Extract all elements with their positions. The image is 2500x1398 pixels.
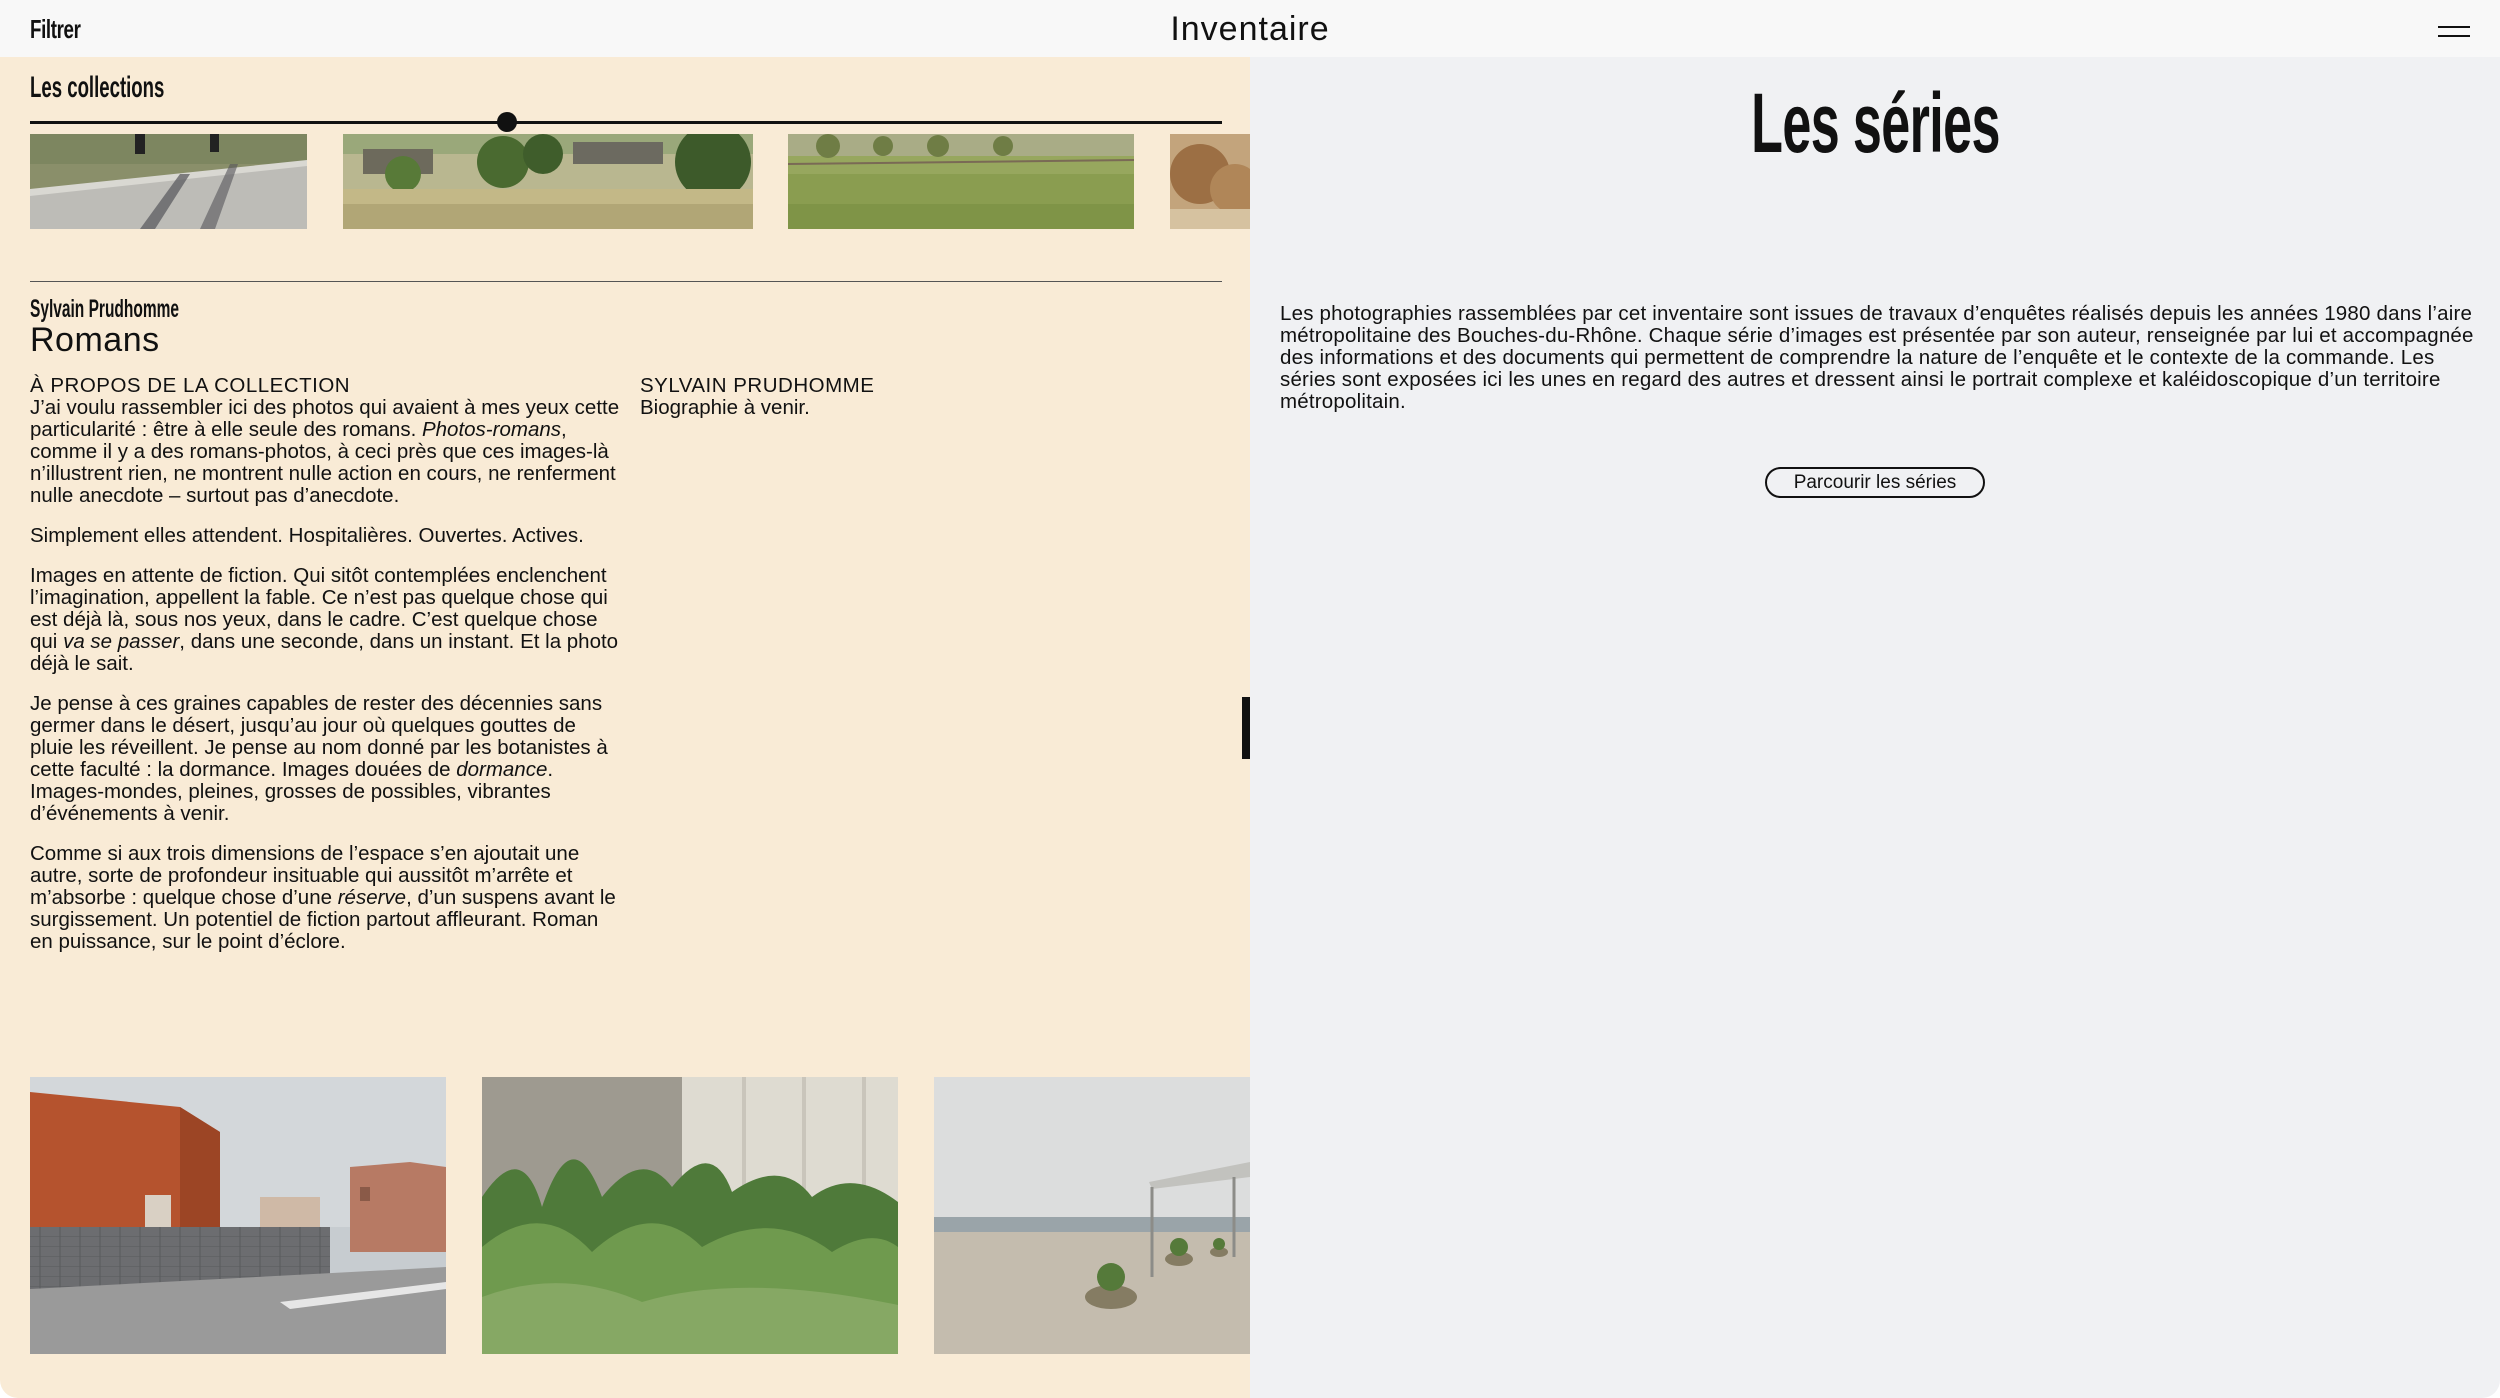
collection-photo[interactable]: [482, 1077, 898, 1354]
separator-line: [30, 281, 1222, 282]
hamburger-menu-icon[interactable]: [2438, 24, 2470, 38]
about-paragraph: Comme si aux trois dimensions de l’espace s’en ajoutait une autre, sorte de profondeur insituable qui aussitôt m’arrête et m’absorbe : quelque chose d’une réserve, d’un suspens avant le surgissement. Un potentiel de fiction partout affleurant. Roman en puissance, sur le point d’éclore.: [30, 842, 616, 953]
series-title-text: Les séries: [1750, 76, 2000, 170]
site-title[interactable]: Inventaire: [1170, 10, 1330, 48]
author-bio: [640, 375, 1200, 419]
series-panel: [1250, 57, 2500, 1398]
italic-term: va se passer: [63, 630, 180, 653]
italic-term: réserve: [337, 886, 407, 909]
collection-thumbnail[interactable]: [30, 134, 307, 229]
photo-red-house: [30, 1077, 446, 1354]
filter-button[interactable]: Filtrer: [30, 14, 81, 44]
bio-heading: SYLVAIN PRUDHOMME: [640, 374, 875, 397]
about-paragraph: Simplement elles attendent. Hospitalières. Ouvertes. Actives.: [30, 524, 584, 547]
italic-term: Photos-romans: [421, 418, 561, 441]
collection-title: Romans: [30, 321, 160, 359]
collection-photo[interactable]: [934, 1077, 1250, 1354]
thumbnail-image-shrubs: [1170, 134, 1250, 229]
bio-text: Biographie à venir.: [640, 396, 810, 419]
about-paragraph: J’ai voulu rassembler ici des photos qui avaient à mes yeux cette particularité : être à elle seule des romans. Photos-romans, comme il y a des romans-photos, à ceci près que ces images-là n’illustrent rien, ne montrent nulle action en cours, ne renferment nulle anecdote – surtout pas d’anecdote.: [30, 396, 620, 507]
collections-slider[interactable]: [30, 121, 1222, 124]
slider-handle[interactable]: [497, 112, 517, 132]
thumbnail-image-houses: [343, 134, 753, 229]
top-bar: [0, 0, 2500, 57]
thumbnail-image-road: [30, 134, 307, 229]
collection-thumbnail[interactable]: [788, 134, 1134, 229]
about-heading: À PROPOS DE LA COLLECTION: [30, 374, 351, 397]
italic-term: dormance: [456, 758, 548, 781]
about-paragraph: Je pense à ces graines capables de rester des décennies sans germer dans le désert, jusqu’au jour où quelques gouttes de pluie les réveillent. Je pense au nom donné par les botanistes à cette faculté : la dormance. Images douées de dormance. Images-mondes, pleines, grosses de possibles, vibrantes d’événements à venir.: [30, 692, 608, 825]
series-description: Les photographies rassemblées par cet inventaire sont issues de travaux d’enquêtes réalisés depuis les années 1980 dans l’aire métropolitaine des Bouches-du-Rhône. Chaque série d’images est présentée par son auteur, renseignée par lui et accompagnée des informations et des documents qui permettent de comprendre la nature de l’enquête et le contexte de la commande. Les séries sont exposées ici les unes en regard des autres et dressent ainsi le portrait complexe et kaléidoscopique d’un territoire métropolitain.: [1280, 302, 2474, 413]
thumbnail-image-field: [788, 134, 1134, 229]
about-collection: [30, 375, 620, 971]
browse-series-button[interactable]: Parcourir les séries: [1765, 467, 1985, 498]
series-title: [1250, 75, 2500, 172]
collection-thumbnail[interactable]: [343, 134, 753, 229]
photo-terrace-planters: [934, 1077, 1250, 1354]
collection-panel: [0, 57, 1250, 1398]
collection-thumbnail[interactable]: [1170, 134, 1250, 229]
about-text: [30, 397, 620, 953]
collection-author[interactable]: Sylvain Prudhomme: [30, 295, 180, 323]
collection-photo[interactable]: [30, 1077, 446, 1354]
collections-label: Les collections: [30, 71, 165, 104]
about-paragraph: Images en attente de fiction. Qui sitôt contemplées enclenchent l’imagination, appellent la fable. Ce n’est pas quelque chose qui est déjà là, sous nos yeux, dans le cadre. C’est quelque chose qui va se passer, dans une seconde, dans un instant. Et la photo déjà le sait.: [30, 564, 619, 675]
photo-green-grass: [482, 1077, 898, 1354]
